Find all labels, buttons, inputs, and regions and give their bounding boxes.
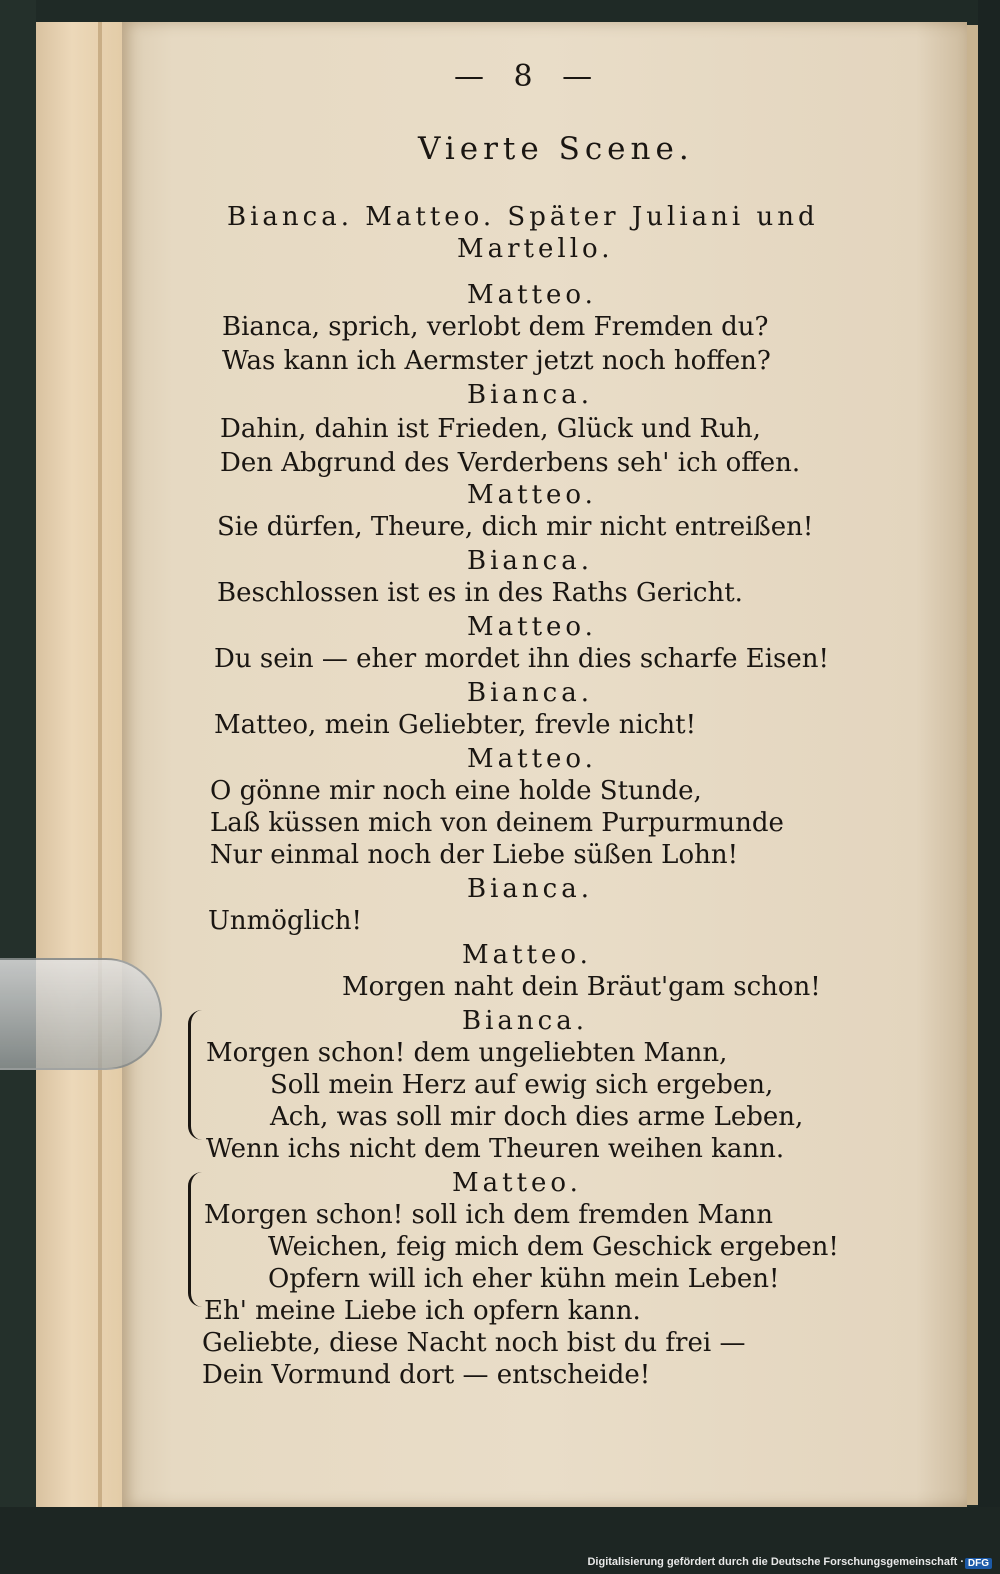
- verse-line: Du sein — eher mordet ihn dies scharfe Eisen!: [214, 644, 829, 674]
- verse-line: Bianca, sprich, verlobt dem Fremden du?: [222, 312, 769, 342]
- verse-line: Wenn ichs nicht dem Theuren weihen kann.: [206, 1134, 785, 1164]
- footer-bar: [0, 1507, 1000, 1574]
- verse-line: Nur einmal noch der Liebe süßen Lohn!: [210, 840, 739, 870]
- speaker-name: Bianca.: [467, 546, 593, 576]
- page-number: — 8 —: [454, 59, 603, 94]
- speaker-name: Matteo.: [452, 1168, 582, 1198]
- speaker-name: Bianca.: [467, 380, 593, 410]
- verse-line: Eh' meine Liebe ich opfern kann.: [204, 1296, 641, 1326]
- verse-line: Morgen schon! dem ungeliebten Mann,: [206, 1038, 728, 1068]
- verse-line: Ach, was soll mir doch dies arme Leben,: [270, 1102, 804, 1132]
- speaker-name: Matteo.: [467, 744, 597, 774]
- verse-line: Dein Vormund dort — entscheide!: [202, 1360, 651, 1390]
- speaker-name: Bianca.: [467, 678, 593, 708]
- scanner-background-left: [0, 0, 36, 1574]
- verse-line: Matteo, mein Geliebter, frevle nicht!: [214, 710, 697, 740]
- plastic-page-clip: [0, 958, 162, 1070]
- verse-line: Laß küssen mich von deinem Purpurmunde: [210, 808, 784, 838]
- verse-line: Geliebte, diese Nacht noch bist du frei —: [202, 1328, 746, 1358]
- scene-title: Vierte Scene.: [418, 131, 694, 167]
- speaker-name: Bianca.: [462, 1006, 588, 1036]
- verse-line: Den Abgrund des Verderbens seh' ich offen.: [220, 448, 801, 478]
- verse-line: Opfern will ich eher kühn mein Leben!: [268, 1264, 780, 1294]
- speaker-name: Matteo.: [462, 940, 592, 970]
- verse-line: Morgen schon! soll ich dem fremden Mann: [204, 1200, 773, 1230]
- dfg-logo: DFG: [965, 1558, 992, 1569]
- digitization-credit: Digitalisierung gefördert durch die Deutsche Forschungsgemeinschaft ·: [587, 1556, 964, 1568]
- verse-bracket-bianca: [188, 1010, 205, 1140]
- verse-line: Sie dürfen, Theure, dich mir nicht entreißen!: [217, 512, 814, 542]
- cast-list-line-2: Martello.: [457, 234, 614, 264]
- verse-line: Was kann ich Aermster jetzt noch hoffen?: [222, 346, 771, 376]
- cover-fold-line: [98, 22, 102, 1507]
- verse-line: Unmöglich!: [208, 906, 362, 936]
- speaker-name: Matteo.: [467, 612, 597, 642]
- scanner-background-right: [978, 0, 1000, 1574]
- verse-line: Soll mein Herz auf ewig sich ergeben,: [270, 1070, 774, 1100]
- book-cover-edge: [36, 22, 126, 1507]
- book-page: [122, 22, 967, 1507]
- verse-line: Weichen, feig mich dem Geschick ergeben!: [268, 1232, 839, 1262]
- verse-bracket-matteo: [188, 1172, 205, 1307]
- verse-line: Morgen naht dein Bräut'gam schon!: [342, 972, 821, 1002]
- speaker-name: Bianca.: [467, 874, 593, 904]
- verse-line: O gönne mir noch eine holde Stunde,: [210, 776, 702, 806]
- speaker-name: Matteo.: [467, 280, 597, 310]
- verse-line: Beschlossen ist es in des Raths Gericht.: [217, 578, 743, 608]
- cast-list-line-1: Bianca. Matteo. Später Juliani und: [227, 202, 819, 232]
- speaker-name: Matteo.: [467, 480, 597, 510]
- verse-line: Dahin, dahin ist Frieden, Glück und Ruh,: [220, 414, 761, 444]
